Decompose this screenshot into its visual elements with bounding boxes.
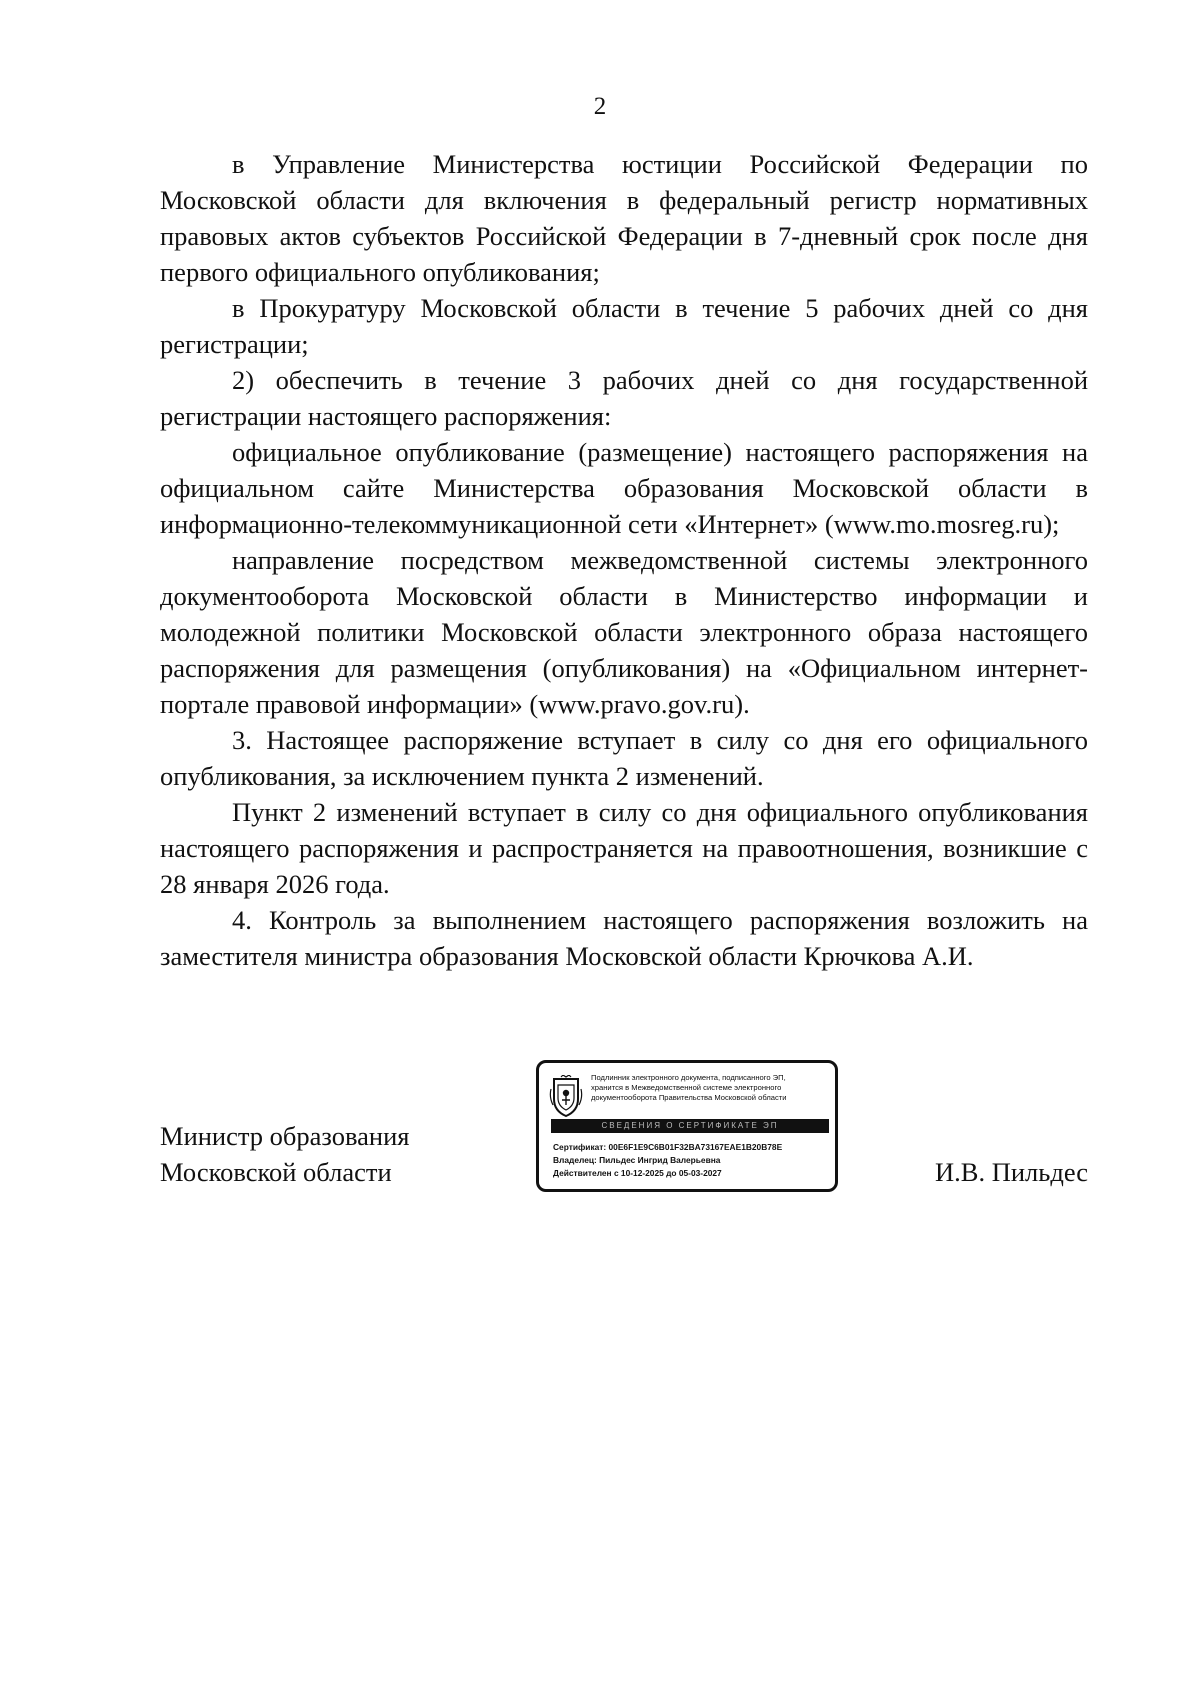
stamp-header-line3: документооборота Правительства Московской области <box>591 1093 787 1102</box>
coat-of-arms-icon <box>549 1075 583 1119</box>
paragraph-prosecutor: в Прокуратуру Московской области в течение 5 рабочих дней со дня регистрации; <box>160 293 1088 359</box>
paragraph-control: 4. Контроль за выполнением настоящего распоряжения возложить на заместителя министра образования Московской области Крючкова А.И. <box>160 905 1088 971</box>
page-number: 2 <box>593 93 607 120</box>
stamp-validity: Действителен с 10-12-2025 до 05-03-2027 <box>553 1168 722 1178</box>
stamp-certificate-bar: СВЕДЕНИЯ О СЕРТИФИКАТЕ ЭП <box>551 1119 829 1133</box>
stamp-certificate: Сертификат: 00E6F1E9C6B01F32BA73167EAE1B20B78E <box>553 1142 783 1152</box>
paragraph-item-2-effective: Пункт 2 изменений вступает в силу со дня официального опубликования настоящего распоряжения и распространяется на правоотношения, возникшие с 28 января 2026 года. <box>160 797 1088 899</box>
paragraph-legal-portal: направление посредством межведомственной системы электронного документооборота Московской области в Министерство информации и молодежной политики Московской области электронного образа настоящего распоряжения для размещения (опубликования) на «Официальном интернет-портале правовой информации» (www.pravo.gov.ru). <box>160 545 1088 719</box>
paragraph-ministry-of-justice: в Управление Министерства юстиции Российской Федерации по Московской области для включения в федеральный регистр нормативных правовых актов субъектов Российской Федерации в 7-дневный срок после дня первого официального опубликования; <box>160 149 1088 287</box>
signer-title <box>160 1118 409 1190</box>
signer-title-line1: Министр образования <box>160 1121 410 1151</box>
paragraph-official-website: официальное опубликование (размещение) настоящего распоряжения на официальном сайте Министерства образования Московской области в информационно-телекоммуникационной сети «Интернет» (www.mo.mosreg.ru); <box>160 437 1088 539</box>
signature-block <box>0 1058 1200 1198</box>
stamp-owner: Владелец: Пильдес Ингрид Валерьевна <box>553 1155 721 1165</box>
signer-title-line2: Московской области <box>160 1157 392 1187</box>
signer-name: И.В. Пильдес <box>935 1157 1088 1187</box>
paragraph-entry-into-force: 3. Настоящее распоряжение вступает в силу со дня его официального опубликования, за исключением пункта 2 изменений. <box>160 725 1088 791</box>
electronic-signature-stamp <box>536 1060 838 1192</box>
paragraph-ensure-publication: 2) обеспечить в течение 3 рабочих дней со дня государственной регистрации настоящего распоряжения: <box>160 365 1088 431</box>
stamp-header <box>591 1073 835 1103</box>
document-body <box>160 146 1088 974</box>
stamp-header-line1: Подлинник электронного документа, подписанного ЭП, <box>591 1073 786 1082</box>
stamp-header-line2: хранится в Межведомственной системе электронного <box>591 1083 782 1092</box>
stamp-details <box>553 1141 833 1180</box>
